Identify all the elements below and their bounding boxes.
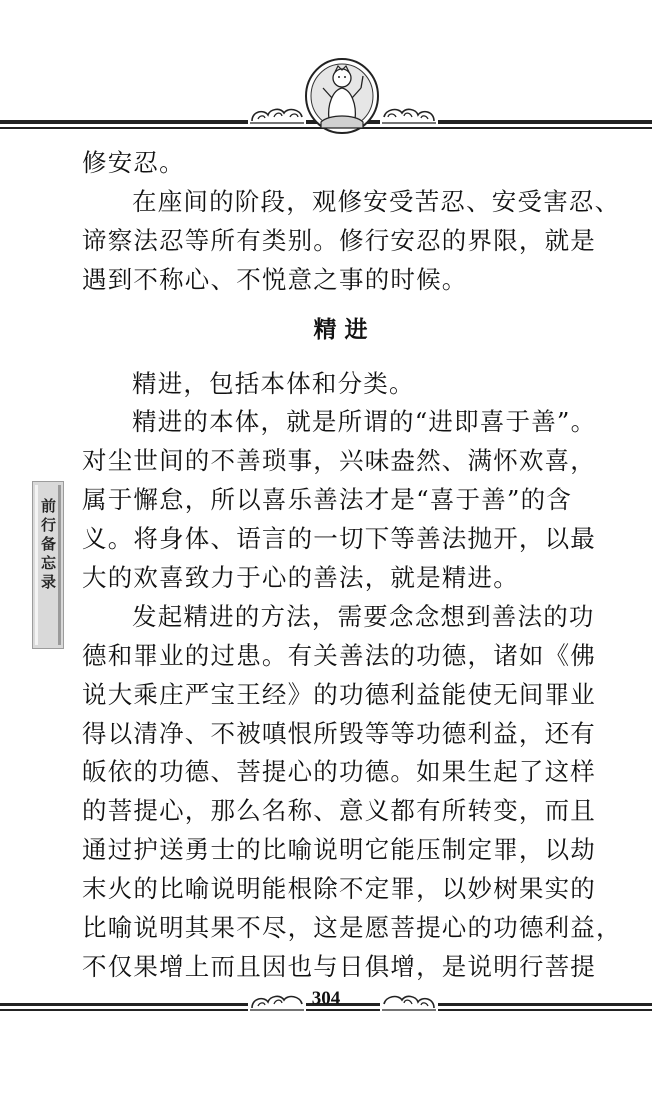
text-line: 比喻说明其果不尽，这是愿菩提心的功德利益， — [82, 913, 622, 943]
text-line: 遇到不称心、不悦意之事的时候。 — [82, 264, 468, 294]
text-line: 大的欢喜致力于心的善法，就是精进。 — [82, 563, 519, 593]
paragraph-start: 在座间的阶段，观修安受苦忍、安受害忍、 — [132, 186, 621, 216]
text-line: 不仅果增上而且因也与日俱增，是说明行菩提 — [82, 951, 596, 981]
text-line: 德和罪业的过患。有关善法的功德，诸如《佛 — [82, 640, 596, 670]
page-number: 304 — [311, 988, 341, 1009]
text-line: 说大乘庄严宝王经》的功德利益能使无间罪业 — [82, 679, 596, 709]
text-line: 属于懈怠，所以喜乐善法才是“喜于善”的含 — [82, 485, 573, 515]
side-tab-label: 前行备忘录 — [39, 498, 57, 593]
cloud-scroll-right-icon — [380, 103, 438, 127]
text-line: 对尘世间的不善琐事，兴味盎然、满怀欢喜， — [82, 446, 596, 476]
text-line: 义。将身体、语言的一切下等善法抛开，以最 — [82, 524, 596, 554]
text-line: 通过护送勇士的比喻说明它能压制定罪，以劫 — [82, 835, 596, 865]
text-line: 皈依的功德、菩提心的功德。如果生起了这样 — [82, 757, 596, 787]
paragraph-start: 发起精进的方法，需要念念想到善法的功 — [132, 601, 595, 631]
text-line: 的菩提心，那么名称、意义都有所转变，而且 — [82, 796, 596, 826]
text-line: 末火的比喻说明能根除不定罪，以妙树果实的 — [82, 874, 596, 904]
cloud-scroll-left-icon — [248, 103, 306, 127]
side-tab — [32, 481, 64, 649]
text-line: 修安忍。 — [82, 148, 185, 177]
paragraph-start: 精进的本体，就是所谓的“进即喜于善”。 — [132, 407, 597, 437]
section-heading: 精进 — [313, 315, 376, 343]
buddha-figure-icon — [305, 58, 379, 134]
text-line: 得以清净、不被嗔恨所毁等等功德利益，还有 — [82, 718, 596, 748]
text-line: 谛察法忍等所有类别。修行安忍的界限，就是 — [82, 225, 596, 255]
paragraph-start: 精进，包括本体和分类。 — [132, 368, 415, 398]
page-body — [82, 144, 622, 987]
